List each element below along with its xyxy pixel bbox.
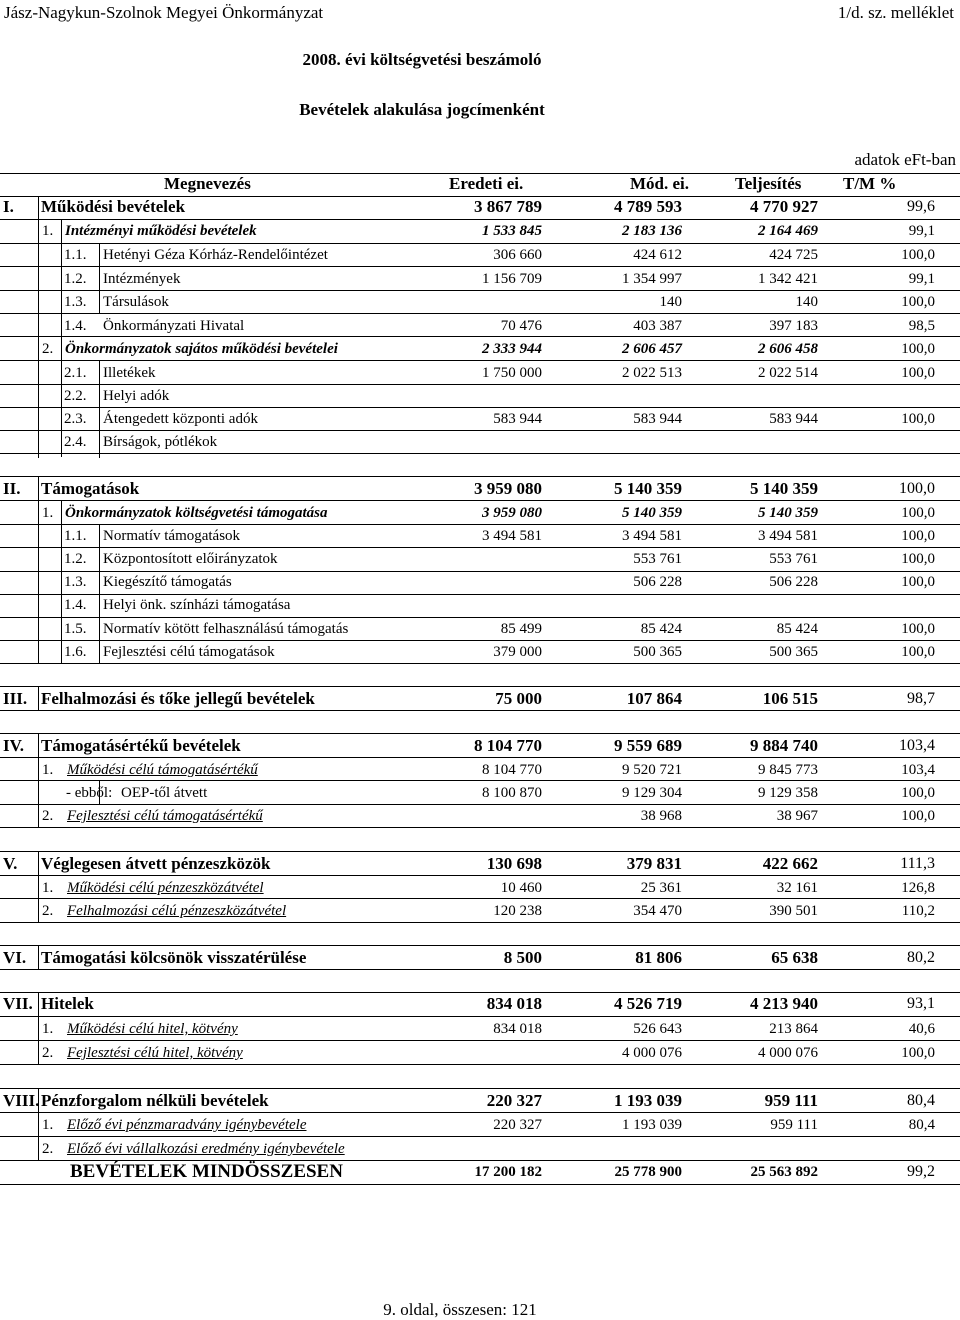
row-number: 2.3.: [64, 411, 87, 427]
grid-line: [0, 898, 960, 899]
grid-line: [0, 945, 960, 946]
value-original: 75 000: [495, 689, 542, 708]
value-original: 3 494 581: [482, 528, 542, 544]
value-percent: 103,4: [901, 762, 935, 778]
value-modified: 4 526 719: [614, 994, 682, 1013]
value-modified: 500 365: [633, 644, 682, 660]
value-percent: 100,0: [901, 294, 935, 310]
table-row: [0, 196, 960, 219]
row-label: Önkormányzatok költségvetési támogatása: [65, 505, 328, 521]
table-row: [0, 782, 960, 805]
table-header: [0, 173, 960, 196]
value-actual: 4 000 076: [758, 1045, 818, 1061]
row-label: Működési célú pénzeszközátvétel: [67, 880, 264, 896]
value-original: 220 327: [486, 1091, 542, 1110]
row-number: 2.: [42, 341, 54, 357]
value-percent: 100,0: [899, 480, 935, 497]
value-actual: 2 022 514: [758, 365, 818, 381]
row-number: 1.5.: [64, 621, 87, 637]
grid-line: [0, 430, 960, 431]
table-row: [0, 291, 960, 314]
row-label: Bírságok, pótlékok: [103, 434, 218, 450]
header-left: Jász-Nagykun-Szolnok Megyei Önkormányzat: [4, 3, 324, 22]
value-percent: 80,2: [907, 949, 935, 966]
value-original: 8 500: [503, 948, 542, 967]
value-modified: 9 520 721: [622, 762, 682, 778]
value-percent: 100,0: [901, 621, 935, 637]
row-number: 2.1.: [64, 365, 87, 381]
value-percent: 100,0: [901, 528, 935, 544]
row-label: Fejlesztési célú támogatások: [103, 644, 275, 660]
value-actual: 38 967: [776, 808, 818, 824]
table-row: [0, 244, 960, 267]
grid-line: [0, 710, 960, 711]
value-percent: 99,2: [907, 1163, 935, 1180]
row-label: Fejlesztési célú hitel, kötvény: [67, 1045, 243, 1061]
row-number: 1.3.: [64, 574, 87, 590]
row-label: Felhalmozási és tőke jellegű bevételek: [41, 689, 315, 708]
table-row: [0, 993, 960, 1016]
value-original: 220 327: [493, 1117, 542, 1133]
row-number: - ebből:: [66, 785, 113, 801]
grid-line: [0, 757, 960, 758]
row-label: Önkormányzatok sajátos működési bevételei: [65, 341, 338, 357]
row-label: Működési célú hitel, kötvény: [67, 1021, 238, 1037]
value-modified: 379 831: [626, 854, 682, 873]
value-original: 834 018: [486, 994, 542, 1013]
value-original: 85 499: [500, 621, 542, 637]
page-subtitle: Bevételek alakulása jogcímenként: [299, 100, 545, 119]
value-original: 379 000: [493, 644, 542, 660]
value-modified: 25 361: [640, 880, 682, 896]
value-actual: 553 761: [769, 551, 818, 567]
row-number: 1.6.: [64, 644, 87, 660]
row-number: 2.2.: [64, 388, 87, 404]
grid-line: [99, 524, 100, 664]
table-row: [0, 900, 960, 923]
grid-line: [0, 407, 960, 408]
table-row: [0, 853, 960, 876]
col-header-original: Eredeti ei.: [449, 174, 524, 193]
grid-line: [0, 1040, 960, 1041]
grid-line: [0, 571, 960, 572]
table-row: [0, 268, 960, 291]
value-original: 3 959 080: [474, 479, 542, 498]
grid-line: [38, 945, 39, 969]
row-label: Pénzforgalom nélküli bevételek: [41, 1091, 269, 1110]
row-label: Önkormányzati Hivatal: [103, 318, 245, 334]
grid-line: [0, 686, 960, 687]
grid-line: [0, 733, 960, 734]
grid-line: [0, 453, 960, 454]
grid-line: [0, 1136, 960, 1137]
value-percent: 99,1: [908, 223, 935, 239]
row-label: Normatív kötött felhasználású támogatás: [103, 621, 349, 637]
row-number: 1.1.: [64, 528, 87, 544]
value-modified: 1 193 039: [614, 1091, 682, 1110]
table-row: [0, 571, 960, 594]
row-label: Társulások: [103, 294, 169, 310]
row-label: Központosított előirányzatok: [103, 551, 278, 567]
grid-line: [0, 663, 960, 664]
grid-line: [38, 686, 39, 710]
grid-line: [99, 780, 100, 804]
value-original: 2 333 944: [482, 341, 542, 357]
value-modified: 81 806: [635, 948, 682, 967]
grid-line: [0, 243, 960, 244]
table-row: [0, 735, 960, 758]
value-percent: 100,0: [901, 247, 935, 263]
row-label: Intézmények: [103, 271, 181, 287]
row-number: 2.4.: [64, 434, 87, 450]
grid-line: [38, 733, 39, 827]
grid-line: [38, 992, 39, 1064]
grid-line: [0, 336, 960, 337]
value-percent: 103,4: [899, 737, 935, 754]
table-row: [0, 1042, 960, 1065]
row-number: 1.: [42, 223, 54, 239]
value-modified: 5 140 359: [614, 479, 682, 498]
table-row: [0, 338, 960, 361]
value-percent: 99,6: [907, 198, 935, 215]
value-percent: 100,0: [901, 1045, 935, 1061]
value-actual: 424 725: [769, 247, 818, 263]
grid-line: [0, 290, 960, 291]
row-number: 1.4.: [64, 318, 87, 334]
value-percent: 80,4: [907, 1092, 935, 1109]
table-row: [0, 1090, 960, 1113]
row-number: 2.: [42, 1045, 54, 1061]
value-actual: 583 944: [769, 411, 818, 427]
value-modified: 403 387: [633, 318, 682, 334]
value-modified: 1 193 039: [622, 1117, 682, 1133]
value-modified: 9 129 304: [622, 785, 682, 801]
value-percent: 99,1: [908, 271, 935, 287]
value-actual: 25 563 892: [750, 1164, 818, 1180]
value-actual: 9 884 740: [750, 736, 818, 755]
value-modified: 2 022 513: [622, 365, 682, 381]
table-row: [0, 688, 960, 711]
value-actual: 65 638: [771, 948, 818, 967]
value-percent: 111,3: [900, 855, 935, 872]
grid-line: [0, 827, 960, 828]
value-modified: 85 424: [640, 621, 682, 637]
row-number: 1.: [42, 880, 54, 896]
grid-line: [0, 384, 960, 385]
value-actual: 2 606 458: [758, 341, 818, 357]
grid-line: [61, 219, 62, 457]
value-modified: 140: [659, 294, 682, 310]
row-label: Hetényi Géza Kórház-Rendelőintézet: [103, 247, 328, 263]
value-modified: 107 864: [626, 689, 682, 708]
grid-line: [0, 1016, 960, 1017]
table-row: [0, 947, 960, 970]
value-actual: 106 515: [762, 689, 818, 708]
table-row: [0, 525, 960, 548]
value-actual: 2 164 469: [758, 223, 818, 239]
row-number: V.: [3, 854, 18, 873]
value-modified: 4 789 593: [614, 197, 682, 216]
col-header-percent: T/M %: [843, 174, 897, 193]
value-modified: 38 968: [640, 808, 682, 824]
table-row: [0, 759, 960, 782]
col-header-actual: Teljesítés: [735, 174, 802, 193]
grid-line: [38, 1088, 39, 1160]
row-number: 1.3.: [64, 294, 87, 310]
grid-line: [0, 922, 960, 923]
row-label: Fejlesztési célú támogatásértékű: [67, 808, 263, 824]
grid-line: [0, 313, 960, 314]
table-row: [0, 220, 960, 243]
units-note: adatok eFt-ban: [854, 150, 956, 169]
value-original: 1 156 709: [482, 271, 542, 287]
value-percent: 98,7: [907, 690, 935, 707]
grid-line: [0, 617, 960, 618]
value-modified: 553 761: [633, 551, 682, 567]
grid-line: [0, 219, 960, 220]
value-percent: 110,2: [901, 903, 935, 919]
value-original: 3 867 789: [474, 197, 542, 216]
row-number: II.: [3, 479, 21, 498]
row-label: Előző évi vállalkozási eredmény igénybevétele: [67, 1141, 345, 1157]
table-row: [0, 1138, 960, 1161]
header-right: 1/d. sz. melléklet: [837, 3, 954, 22]
value-percent: 100,0: [901, 644, 935, 660]
grid-line: [0, 594, 960, 595]
value-original: 70 476: [500, 318, 542, 334]
row-label: Működési bevételek: [41, 197, 186, 216]
table-row: [0, 502, 960, 525]
value-percent: 126,8: [901, 880, 935, 896]
grid-line: [0, 1088, 960, 1089]
table-row: [0, 641, 960, 664]
grid-line: [99, 243, 100, 313]
value-original: 834 018: [493, 1021, 542, 1037]
value-original: 8 104 770: [474, 736, 542, 755]
table-row: [0, 408, 960, 431]
value-modified: 354 470: [633, 903, 682, 919]
row-number: VIII.: [3, 1091, 40, 1110]
value-original: 120 238: [493, 903, 542, 919]
grid-line: [0, 969, 960, 970]
row-label: Intézményi működési bevételek: [65, 223, 257, 239]
value-actual: 1 342 421: [758, 271, 818, 287]
value-original: 1 533 845: [482, 223, 542, 239]
row-label: BEVÉTELEK MINDÖSSZESEN: [70, 1161, 343, 1182]
grid-line: [0, 1160, 960, 1161]
page-title: 2008. évi költségvetési beszámoló: [302, 50, 542, 69]
value-actual: 5 140 359: [758, 505, 818, 521]
value-actual: 5 140 359: [750, 479, 818, 498]
grid-line: [0, 992, 960, 993]
grid-line: [0, 547, 960, 548]
value-modified: 506 228: [633, 574, 682, 590]
value-percent: 100,0: [901, 505, 935, 521]
value-actual: 959 111: [764, 1091, 818, 1110]
grid-line: [0, 1112, 960, 1113]
row-label: Normatív támogatások: [103, 528, 241, 544]
value-percent: 98,5: [908, 318, 935, 334]
value-actual: 4 213 940: [750, 994, 818, 1013]
value-actual: 422 662: [762, 854, 818, 873]
value-percent: 100,0: [901, 808, 935, 824]
row-label: Működési célú támogatásértékű: [67, 762, 258, 778]
grid-line: [0, 500, 960, 501]
value-modified: 526 643: [633, 1021, 682, 1037]
value-modified: 2 606 457: [622, 341, 682, 357]
value-percent: 100,0: [901, 785, 935, 801]
footer-page-count: 9. oldal, összesen: 121: [383, 1300, 537, 1319]
grid-line: [0, 780, 960, 781]
table-row: [0, 315, 960, 338]
value-original: 3 959 080: [482, 505, 542, 521]
row-number: IV.: [3, 736, 24, 755]
row-number: 1.: [42, 762, 54, 778]
table-row: [0, 548, 960, 571]
table-row: [0, 877, 960, 900]
grid-line: [61, 500, 62, 664]
row-number: 1.: [42, 1117, 54, 1133]
value-modified: 9 559 689: [614, 736, 682, 755]
grid-line: [0, 640, 960, 641]
col-header-name: Megnevezés: [164, 174, 251, 193]
value-actual: 506 228: [769, 574, 818, 590]
row-label: Véglegesen átvett pénzeszközök: [41, 854, 271, 873]
value-original: 1 750 000: [482, 365, 542, 381]
value-percent: 100,0: [901, 551, 935, 567]
table-row: [0, 1018, 960, 1041]
col-header-modified: Mód. ei.: [630, 174, 690, 193]
value-actual: 9 845 773: [758, 762, 818, 778]
grid-line: [0, 804, 960, 805]
row-label: Illetékek: [103, 365, 156, 381]
row-label: Támogatásértékű bevételek: [41, 736, 241, 755]
table-row: [0, 1161, 960, 1184]
value-percent: 93,1: [907, 995, 935, 1012]
value-modified: 1 354 997: [622, 271, 682, 287]
grid-line: [0, 1184, 960, 1185]
row-label: Kiegészítő támogatás: [103, 574, 232, 590]
value-percent: 100,0: [901, 574, 935, 590]
row-label: OEP-től átvett: [121, 785, 208, 801]
row-label: Felhalmozási célú pénzeszközátvétel: [67, 903, 287, 919]
row-number: 2.: [42, 1141, 54, 1157]
row-number: 1.2.: [64, 551, 87, 567]
value-modified: 25 778 900: [614, 1164, 682, 1180]
value-percent: 100,0: [901, 365, 935, 381]
row-number: 1.1.: [64, 247, 87, 263]
value-actual: 390 501: [769, 903, 818, 919]
row-number: 1.4.: [64, 597, 87, 613]
grid-line: [0, 360, 960, 361]
table-row: [0, 1114, 960, 1137]
row-number: 2.: [42, 808, 54, 824]
grid-line: [0, 875, 960, 876]
row-number: 1.: [42, 505, 54, 521]
table-row: [0, 362, 960, 385]
table-row: [0, 618, 960, 641]
value-percent: 40,6: [908, 1021, 935, 1037]
value-modified: 2 183 136: [622, 223, 682, 239]
row-label: Támogatások: [41, 479, 140, 498]
value-modified: 583 944: [633, 411, 682, 427]
grid-line: [0, 196, 960, 197]
value-modified: 424 612: [633, 247, 682, 263]
value-original: 130 698: [486, 854, 542, 873]
grid-line: [38, 476, 39, 664]
value-percent: 100,0: [901, 341, 935, 357]
value-original: 583 944: [493, 411, 542, 427]
row-number: 1.2.: [64, 271, 87, 287]
grid-line: [99, 360, 100, 458]
table-row: [0, 805, 960, 828]
value-percent: 100,0: [901, 411, 935, 427]
value-actual: 140: [795, 294, 818, 310]
value-original: 17 200 182: [474, 1164, 542, 1180]
row-label: Helyi adók: [103, 388, 170, 404]
value-actual: 959 111: [770, 1117, 818, 1133]
row-number: 1.: [42, 1021, 54, 1037]
value-modified: 5 140 359: [622, 505, 682, 521]
row-label: Átengedett központi adók: [103, 411, 258, 427]
value-percent: 80,4: [908, 1117, 935, 1133]
value-original: 306 660: [493, 247, 542, 263]
grid-line: [0, 524, 960, 525]
value-actual: 32 161: [776, 880, 818, 896]
grid-line: [0, 173, 960, 174]
value-modified: 3 494 581: [622, 528, 682, 544]
value-actual: 500 365: [769, 644, 818, 660]
value-original: 10 460: [500, 880, 542, 896]
value-actual: 85 424: [776, 621, 818, 637]
grid-line: [0, 266, 960, 267]
row-number: I.: [3, 197, 14, 216]
grid-line: [0, 476, 960, 477]
row-label: Támogatási kölcsönök visszatérülése: [41, 948, 307, 967]
value-modified: 4 000 076: [622, 1045, 682, 1061]
row-label: Hitelek: [41, 994, 94, 1013]
value-actual: 213 864: [769, 1021, 818, 1037]
grid-line: [0, 1064, 960, 1065]
table-row: [0, 431, 960, 454]
value-original: 8 100 870: [482, 785, 542, 801]
value-actual: 397 183: [769, 318, 818, 334]
table-row: [0, 385, 960, 408]
grid-line: [38, 851, 39, 922]
row-label: Helyi önk. színházi támogatása: [103, 597, 291, 613]
value-actual: 9 129 358: [758, 785, 818, 801]
row-label: Előző évi pénzmaradvány igénybevétele: [67, 1117, 307, 1133]
row-number: VII.: [3, 994, 33, 1013]
grid-line: [0, 851, 960, 852]
table-row: [0, 594, 960, 617]
row-number: 2.: [42, 903, 54, 919]
value-actual: 3 494 581: [758, 528, 818, 544]
row-number: III.: [3, 689, 28, 708]
value-actual: 4 770 927: [750, 197, 818, 216]
row-number: VI.: [3, 948, 27, 967]
value-original: 8 104 770: [482, 762, 542, 778]
table-row: [0, 478, 960, 501]
grid-line: [38, 196, 39, 458]
